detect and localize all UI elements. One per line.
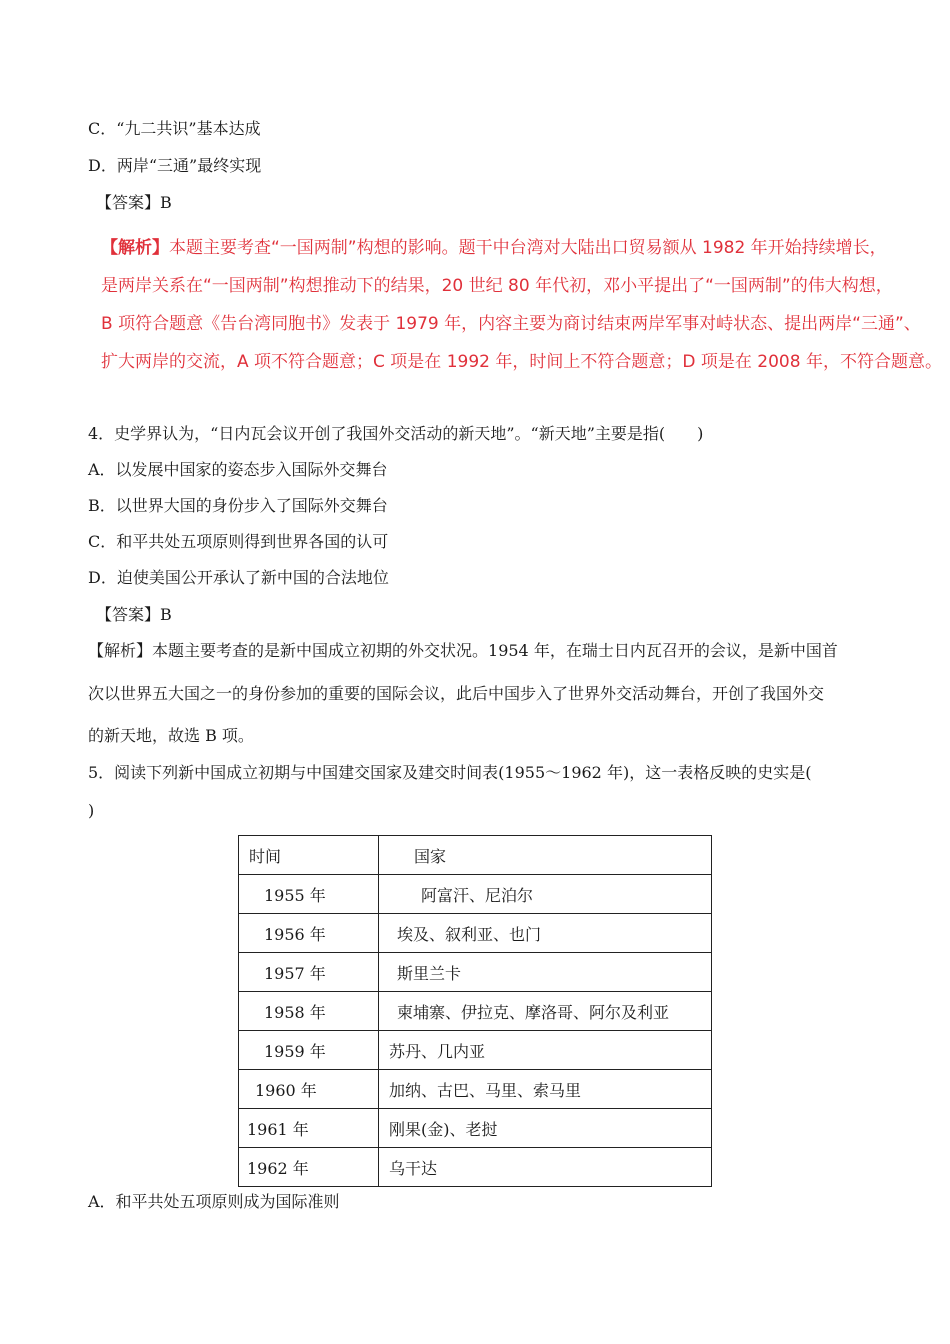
q4-option-c: C．和平共处五项原则得到世界各国的认可: [88, 532, 389, 551]
q3-option-c: C．“九二共识”基本达成: [88, 119, 261, 138]
table-cell-countries: 加纳、古巴、马里、索马里: [379, 1070, 712, 1109]
table-cell-countries: 刚果(金)、老挝: [379, 1109, 712, 1148]
q4-option-a: A．以发展中国家的姿态步入国际外交舞台: [88, 460, 388, 479]
table-header-row: [239, 836, 712, 875]
table-row: [239, 1070, 712, 1109]
q5-stem-line-2: ): [88, 801, 95, 820]
q3-option-d: D．两岸“三通”最终实现: [88, 156, 262, 175]
q4-option-b: B．以世界大国的身份步入了国际外交舞台: [88, 496, 388, 515]
q4-analysis-line-2: 次以世界五大国之一的身份参加的重要的国际会议，此后中国步入了世界外交活动舞台，开创了我国外交: [88, 684, 825, 703]
table-header-time: 时间: [239, 836, 379, 875]
q3-analysis-tag: 【解析】: [101, 238, 169, 258]
q3-analysis-line-4: 扩大两岸的交流，A 项不符合题意；C 项是在 1992 年，时间上不符合题意；D 项是在 2008 年，不符合题意。: [101, 352, 942, 372]
table-header-country: 国家: [379, 836, 712, 875]
table-row: [239, 1109, 712, 1148]
q4-analysis-line-3: 的新天地，故选 B 项。: [88, 726, 254, 745]
diplomatic-relations-table: [238, 835, 712, 1187]
table-row: [239, 914, 712, 953]
table-row: [239, 953, 712, 992]
table-cell-year: 1956 年: [239, 914, 379, 953]
table-cell-countries: 柬埔寨、伊拉克、摩洛哥、阿尔及利亚: [379, 992, 712, 1031]
table-cell-year: 1957 年: [239, 953, 379, 992]
table-cell-countries: 阿富汗、尼泊尔: [379, 875, 712, 914]
table-cell-year: 1955 年: [239, 875, 379, 914]
q4-stem: 4．史学界认为，“日内瓦会议开创了我国外交活动的新天地”。“新天地”主要是指( ): [88, 424, 704, 443]
table-cell-countries: 埃及、叙利亚、也门: [379, 914, 712, 953]
table-cell-year: 1962 年: [239, 1148, 379, 1187]
q4-answer: 【答案】B: [96, 605, 172, 624]
table-row: [239, 992, 712, 1031]
table-cell-countries: 斯里兰卡: [379, 953, 712, 992]
q4-option-d: D．迫使美国公开承认了新中国的合法地位: [88, 568, 389, 587]
table-cell-countries: 乌干达: [379, 1148, 712, 1187]
q5-option-a: A．和平共处五项原则成为国际准则: [88, 1192, 340, 1211]
q3-answer: 【答案】B: [96, 193, 172, 212]
q3-analysis-line-3: B 项符合题意《告台湾同胞书》发表于 1979 年，内容主要为商讨结束两岸军事对峙状态、提出两岸“三通”、: [101, 314, 921, 334]
table-row: [239, 1148, 712, 1187]
q5-stem-line-1: 5．阅读下列新中国成立初期与中国建交国家及建交时间表(1955～1962 年)，这一表格反映的史实是(: [88, 763, 812, 782]
table-cell-year: 1960 年: [239, 1070, 379, 1109]
table-cell-year: 1961 年: [239, 1109, 379, 1148]
table-cell-countries: 苏丹、几内亚: [379, 1031, 712, 1070]
table-row: [239, 1031, 712, 1070]
q4-analysis-tag: 【解析】: [88, 641, 153, 660]
q4-analysis-line-1: 【解析】本题主要考查的是新中国成立初期的外交状况。1954 年，在瑞士日内瓦召开的会议，是新中国首: [88, 641, 838, 660]
table-row: [239, 875, 712, 914]
q3-analysis-line-2: 是两岸关系在“一国两制”构想推动下的结果，20 世纪 80 年代初，邓小平提出了“一国两制”的伟大构想，: [101, 276, 893, 296]
q3-analysis-line-1: 【解析】本题主要考查“一国两制”构想的影响。题干中台湾对大陆出口贸易额从 1982 年开始持续增长，: [101, 238, 887, 258]
table-cell-year: 1959 年: [239, 1031, 379, 1070]
table-cell-year: 1958 年: [239, 992, 379, 1031]
